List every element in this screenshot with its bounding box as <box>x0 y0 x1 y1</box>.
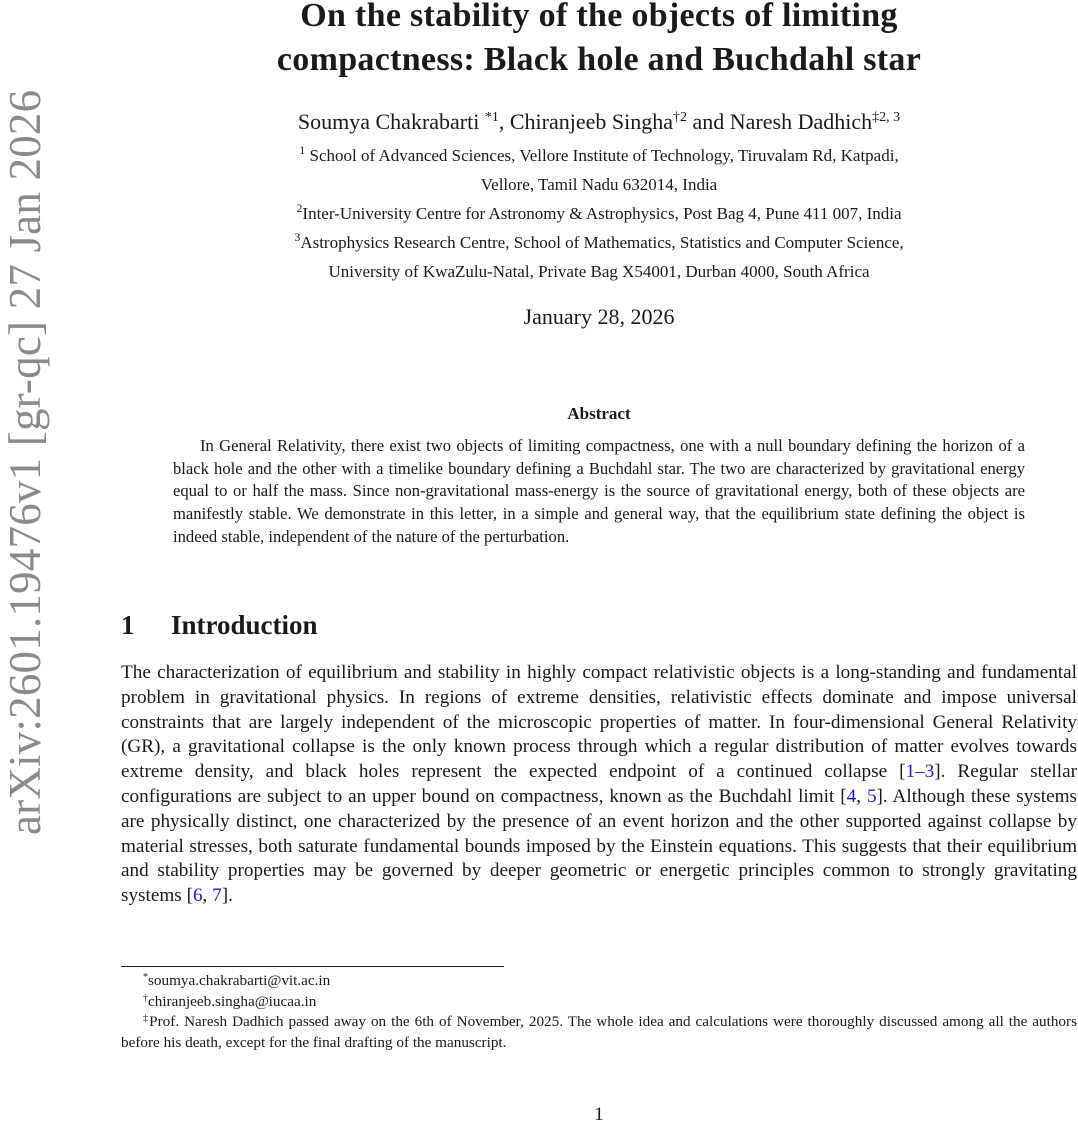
citation-link[interactable]: 5 <box>866 785 877 807</box>
affiliation-3 <box>140 228 1058 257</box>
footnote-mark: † <box>143 992 148 1004</box>
paragraph-text: ]. Although these systems are physically distinct, one characterized by the presence of an event horizon and the other supported against collapse by material stresses, both saturate fundamental bounds imposed by the Einstein equations. This suggests that their equilibrium and stability properties may be governed by deeper geometric or energetic principles common to strongly gravitating systems [ <box>121 785 1078 907</box>
footnote-text: chiranjeeb.singha@iucaa.in <box>148 992 317 1010</box>
affiliations <box>140 141 1058 286</box>
affiliation-number: 2 <box>296 201 303 215</box>
affiliation-3-cont: University of KwaZulu-Natal, Private Bag X54001, Durban 4000, South Africa <box>328 262 870 281</box>
page-number: 1 <box>594 1104 604 1125</box>
title-line-2: compactness: Black hole and Buchdahl star <box>276 41 922 78</box>
author-name: Chiranjeeb Singha <box>509 109 673 134</box>
footnote-text: soumya.chakrabarti@vit.ac.in <box>148 972 331 989</box>
abstract-text: In General Relativity, there exist two objects of limiting compactness, one with a null boundary defining the horizon of a black hole and the other with a timelike boundary defining a Buchdahl star. The two are characterized by gravitational energy equal to or half the mass. Since non-gravitational mass-energy is the source of gravitational energy, both of these objects are manifestly stable. We demonstrate in this letter, in a simple and general way, that the equilibrium state defining the object is indeed stable, independent of the nature of the perturbation. <box>173 436 1025 546</box>
paragraph-text: The characterization of equilibrium and stability in highly compact relativistic objects is a long-standing and fundamental problem in gravitational physics. In regions of extreme densities, relativistic effects dominate and impose universal constraints that are largely independent of the microscopic properties of matter. In four-dimensional General Relativity (GR), a gravitational collapse is the only known process through which a regular distribution of matter evolves towards extreme density, and black holes represent the expected endpoint of a continued collapse [ <box>121 662 1077 783</box>
footnote-email-1 <box>121 971 1077 992</box>
affiliation-text: Astrophysics Research Centre, School of Mathematics, Statistics and Computer Science, <box>300 233 904 252</box>
citation-link[interactable]: 6 <box>192 885 203 907</box>
footnote-divider <box>121 966 504 967</box>
introduction-paragraph <box>121 661 1077 909</box>
footnote-memorial <box>121 1012 1077 1053</box>
affiliation-1 <box>140 141 1058 170</box>
publication-date: January 28, 2026 <box>523 304 675 329</box>
affiliation-text: School of Advanced Sciences, Vellore Institute of Technology, Tiruvalam Rd, Katpadi, <box>305 146 899 165</box>
section-title: Introduction <box>171 610 318 640</box>
footnote-mark: * <box>143 972 148 983</box>
citation-link[interactable]: 4 <box>846 785 857 807</box>
citation-separator: , <box>202 885 213 907</box>
author-separator: , <box>498 109 510 134</box>
footnote-text: Prof. Naresh Dadhich passed away on the 6th of November, 2025. The whole idea and calculations were thoroughly discussed among all the authors before his death, except for the final drafting of the manuscript. <box>121 1013 1077 1051</box>
author-name: Naresh Dadhich <box>729 109 873 134</box>
section-number: 1 <box>121 610 135 640</box>
section-heading <box>121 607 721 643</box>
paper-title <box>140 0 1058 82</box>
abstract-heading: Abstract <box>567 404 631 423</box>
arxiv-identifier-stamp: arXiv:2601.19476v1 [gr-qc] 27 Jan 2026 <box>0 89 50 835</box>
affiliation-number: 3 <box>294 230 301 244</box>
author-mark: †2 <box>673 110 687 125</box>
paragraph-text: ]. <box>221 885 233 907</box>
affiliation-1-cont: Vellore, Tamil Nadu 632014, India <box>480 175 718 194</box>
citation-link[interactable]: 1–3 <box>905 761 935 783</box>
author-mark: ‡2, 3 <box>872 110 901 125</box>
paragraph-text: ]. Regular stellar configurations are subject to an upper bound on compactness, known as the Buchdahl limit [ <box>121 761 1077 807</box>
citation-link[interactable]: 7 <box>212 885 222 907</box>
author-name: Soumya Chakrabarti <box>297 109 480 134</box>
footnotes <box>121 971 1077 1053</box>
affiliation-text: Inter-University Centre for Astronomy & Astrophysics, Post Bag 4, Pune 411 007, India <box>302 204 902 223</box>
title-line-1: On the stability of the objects of limiting <box>300 0 898 34</box>
author-list <box>140 108 1058 136</box>
affiliation-2 <box>140 199 1058 228</box>
author-mark: *1 <box>484 110 499 125</box>
affiliation-number: 1 <box>299 143 306 157</box>
footnote-mark: ‡ <box>143 1013 150 1024</box>
footnote-email-2 <box>121 992 1077 1013</box>
author-separator: and <box>687 109 730 134</box>
citation-separator: , <box>856 785 867 807</box>
